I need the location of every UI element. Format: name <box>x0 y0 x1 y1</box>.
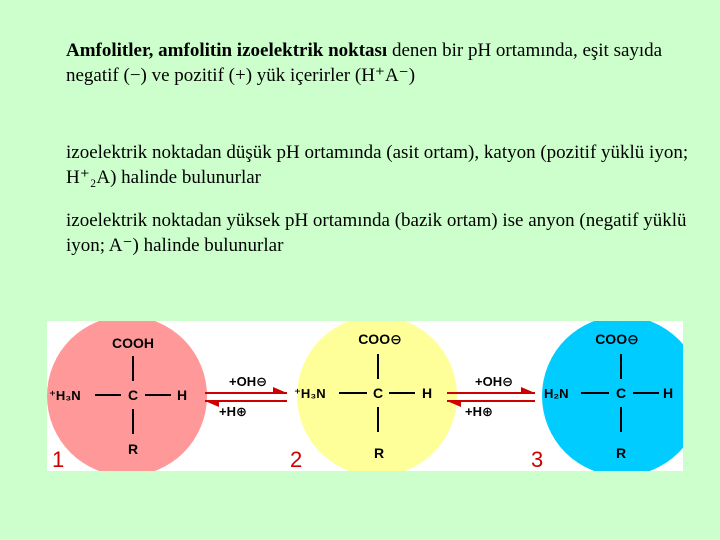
paragraph-amfolitler-bold: Amfolitler, amfolitin izoelektrik noktası <box>66 40 388 61</box>
arrow-2-forward-label: +OH⊖ <box>475 374 513 389</box>
form-1-right-group: H <box>177 387 188 403</box>
form-1-center: C <box>127 387 139 403</box>
form-2-center: C <box>372 385 384 401</box>
form-3-top-group: COO⊖ <box>595 331 639 347</box>
form-2-right-group: H <box>422 385 433 401</box>
form-1-left-group: ⁺H₃N <box>49 388 81 403</box>
form-1-top-group: COOH <box>112 335 154 351</box>
form-3-right-group: H <box>663 385 674 401</box>
form-3-number: 3 <box>531 447 544 471</box>
paragraph-amfolitler-rest: denen bir pH ortamında, eşit sayıda negatif (−) ve pozitif (+) yük içerirler (H⁺A⁻) <box>66 40 663 86</box>
form-3-bottom-group: R <box>615 445 627 461</box>
arrow-1-forward-head <box>273 387 287 393</box>
paragraph-acidic: izoelektrik noktadan düşük pH ortamında (asit ortam), katyon (pozitif yüklü iyon; H⁺₂A) halinde bulunurlar <box>66 142 689 188</box>
amino-acid-ionization-diagram <box>47 321 683 471</box>
arrow-1-reverse-label: +H⊕ <box>219 404 247 419</box>
paragraph-basic: izoelektrik noktadan yüksek pH ortamında (bazik ortam) ise anyon (negatif yüklü iyon; A⁻) halinde bulunurlar <box>66 210 687 256</box>
arrow-1-reverse-head <box>205 401 219 407</box>
form-2-bottom-group: R <box>373 445 385 461</box>
form-3-left-group: H₂N <box>544 386 569 401</box>
form-1-number: 1 <box>52 447 65 471</box>
form-1-bottom-group: R <box>127 441 139 457</box>
paragraph-amfolitler <box>66 38 706 88</box>
form-2-left-group: ⁺H₃N <box>294 386 326 401</box>
form-2-number: 2 <box>290 447 303 471</box>
form-2-top-group: COO⊖ <box>358 331 402 347</box>
arrow-2-reverse-label: +H⊕ <box>465 404 493 419</box>
form-3-center: C <box>615 385 627 401</box>
arrow-1-forward-label: +OH⊖ <box>229 374 267 389</box>
